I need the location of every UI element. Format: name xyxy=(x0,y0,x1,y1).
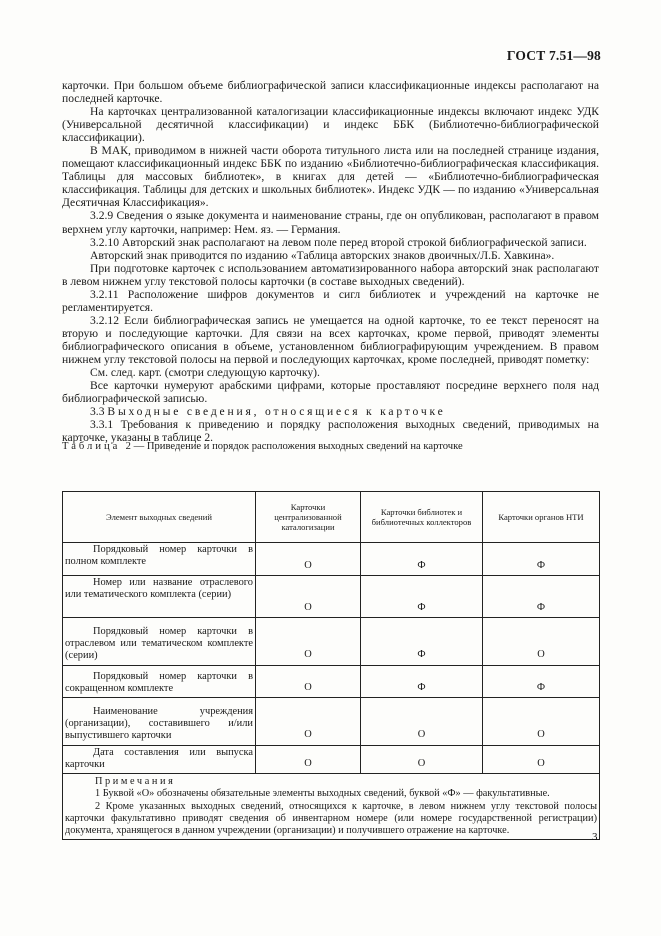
value-cell: О xyxy=(483,745,600,773)
table-caption xyxy=(62,441,622,452)
paragraph: Все карточки нумеруют арабскими цифрами, которые проставляют посредине верхнего поля над библиографической записью. xyxy=(62,379,599,406)
table-header-row xyxy=(63,492,600,543)
paragraph: 3.2.9 Сведения о языке документа и наименование страны, где он опубликован, располагают в правом верхнем углу карточки, например: Нем. яз. — Германия. xyxy=(62,209,599,236)
element-cell: Наименование учреждения (организации), составившего и/или выпустившего карточки xyxy=(63,698,256,746)
output-info-table xyxy=(62,491,600,840)
column-header: Карточки органов НТИ xyxy=(483,492,600,543)
value-cell: О xyxy=(256,576,361,618)
document-code-header: ГОСТ 7.51—98 xyxy=(506,48,601,63)
value-cell: Ф xyxy=(483,543,600,576)
notes-title: Примечания xyxy=(95,776,176,788)
value-cell: О xyxy=(483,618,600,666)
paragraph: 3.2.12 Если библиографическая запись не умещается на одной карточке, то ее текст переносят на вторую и последующие карточки. Для связи на всех карточках, кроме первой, приводят элементы библиографического описания в объеме, установленном библиографирующим учреждением. В правом нижнем углу текстовой полосы на первой и последующих карточках, кроме последней, приводят пометку: xyxy=(62,313,599,366)
paragraph: На карточках централизованной каталогизации классификационные индексы включают индекс УДК (Универсальной десятичной классификации) и индекс ББК (Библиотечно-библиографической классификации). xyxy=(62,105,599,145)
column-header: Карточки библиотек и библиотечных коллекторов xyxy=(361,492,483,543)
value-cell: Ф xyxy=(483,665,600,697)
element-cell: Дата составления или выпуска карточки xyxy=(63,745,256,773)
paragraph: 3.2.10 Авторский знак располагают на левом поле перед второй строкой библиографической записи. xyxy=(90,235,587,249)
element-cell: Порядковый номер карточки в отраслевом или тематическом комплекте (серии) xyxy=(63,618,256,666)
table-row xyxy=(63,543,600,576)
paragraph: См. след. карт. (смотри следующую карточку). xyxy=(90,366,320,380)
value-cell: Ф xyxy=(361,618,483,666)
table-row xyxy=(63,698,600,746)
paragraph: 3.2.11 Расположение шифров документов и сигл библиотек и учреждений на карточке не регламентируется. xyxy=(62,287,599,314)
value-cell: Ф xyxy=(361,665,483,697)
table-caption-text: 2 — Приведение и порядок расположения выходных сведений на карточке xyxy=(125,441,463,452)
value-cell: О xyxy=(361,745,483,773)
value-cell: О xyxy=(256,543,361,576)
section-number: 3.3 xyxy=(90,405,105,419)
table-row xyxy=(63,576,600,618)
value-cell: О xyxy=(256,698,361,746)
section-heading xyxy=(62,405,599,418)
note: 1 Буквой «О» обозначены обязательные элементы выходных сведений, буквой «Ф» — факультативные. xyxy=(95,788,550,800)
value-cell: О xyxy=(256,618,361,666)
table-notes-row xyxy=(63,774,600,839)
value-cell: Ф xyxy=(361,543,483,576)
column-header: Карточки централизованной каталогизации xyxy=(256,492,361,543)
value-cell: О xyxy=(256,665,361,697)
table-row xyxy=(63,745,600,773)
page-number: 3 xyxy=(592,831,598,843)
value-cell: О xyxy=(256,745,361,773)
element-cell: Порядковый номер карточки в полном комплекте xyxy=(63,543,256,576)
note: 2 Кроме указанных выходных сведений, относящихся к карточке, в левом нижнем углу текстовой полосы карточки факультативно приводят сведения об инвентарном номере (или номере государственной регистрации) документа, хранящегося в данном учреждении (организации) и получившего отражение на карточке. xyxy=(65,800,597,837)
paragraph: В МАК, приводимом в нижней части оборота титульного листа или на последней странице издания, помещают классификационный индекс ББК по изданию «Библиотечно-библиографическая классификация. Таблицы для массовых библиотек», в книгах для детей — «Библиотечно-библиографическая классификация. Таблицы для детских и школьных библиотек». Индекс УДК — по изданию «Универсальная Десятичная Классификация». xyxy=(62,144,599,210)
paragraph: карточки. При большом объеме библиографической записи классификационные индексы располагают на последней карточке. xyxy=(62,79,599,106)
element-cell: Порядковый номер карточки в сокращенном комплекте xyxy=(63,665,256,697)
column-header: Элемент выходных сведений xyxy=(63,492,256,543)
section-title: Выходные сведения, относящиеся к карточке xyxy=(107,405,446,419)
value-cell: О xyxy=(483,698,600,746)
value-cell: О xyxy=(361,698,483,746)
table-caption-word: Таблица xyxy=(62,441,121,452)
table-row xyxy=(63,665,600,697)
paragraph: При подготовке карточек с использованием автоматизированного набора авторский знак располагают в левом нижнем углу текстовой полосы карточки (в составе выходных сведений). xyxy=(62,261,599,288)
value-cell: Ф xyxy=(361,576,483,618)
paragraph: 3.3.1 Требования к приведению и порядку расположения выходных сведений, приводимых на карточке, указаны в таблице 2. xyxy=(62,418,599,445)
body-text xyxy=(62,79,599,444)
table-row xyxy=(63,618,600,666)
paragraph: Авторский знак приводится по изданию «Таблица авторских знаков двоичных/Л.Б. Хавкина». xyxy=(90,248,555,262)
element-cell: Номер или название отраслевого или тематического комплекта (серии) xyxy=(63,576,256,618)
table-notes xyxy=(63,774,600,839)
value-cell: Ф xyxy=(483,576,600,618)
